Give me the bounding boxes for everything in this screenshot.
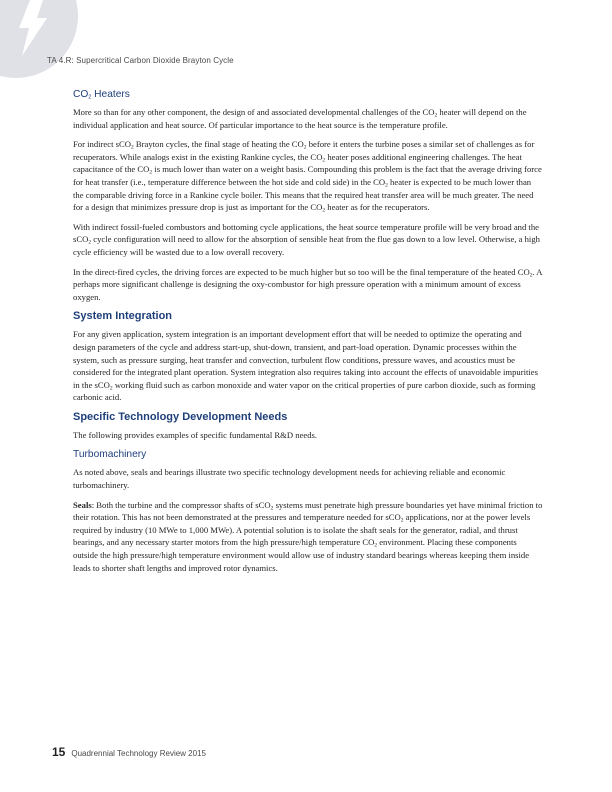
paragraph-rd-needs: The following provides examples of specific fundamental R&D needs. — [73, 429, 318, 440]
lightning-bolt-icon — [0, 0, 80, 80]
paragraph-co2-heater-intro: More so than for any other component, the design of and associated developmental challenges of the $CO_2$ heater will depend on the individual application and heat source. Of particular importance to the heat source is the temperature profile. — [73, 107, 527, 130]
page-number: 15 — [52, 745, 66, 759]
paragraph-system-integration: For any given application, system integration is an important development effort that will be needed to optimize the operating and design parameters of the cycle and address start-up, shut-down, transient, and part-load operation. Dynamic processes within the system, such as pressure surging, heat transfer and convection, turbulent flow conditions, pressure waves, and acoustics must be considered for the integrated plant operation. System integration also requires taking into account the effects of unavoidable impurities in the sCO$_2$ working fluid such as carbon monoxide and water vapor on the critical properties of pure carbon dioxide, such as forming carbonic acid. — [73, 329, 538, 403]
paragraph-direct-fired: In the direct-fired cycles, the driving forces are expected to be much higher but so too will be the final temperature of the heated $CO_2$. A perhaps more significant challenge is designing the oxy-combustor for high pressure operation with a minimum amount of excess oxygen. — [73, 266, 543, 302]
paragraph-turbomachinery: As noted above, seals and bearings illustrate two specific technology development needs for achieving reliable and economic turbomachinery. — [73, 467, 506, 491]
section-heading-development-needs: Specific Technology Development Needs — [73, 410, 288, 423]
paragraph-indirect-cycles: For indirect sCO$_2$ Brayton cycles, the final stage of heating the $CO_2$ before it enters the turbine poses a similar set of challenges as for recuperators. While analogs exist in the existing Rankine cycles, the $CO_2$ heater poses additional engineering challenges. The heat capacitance of the $CO_2$ is much lower than water on a weight basis. Compounding this problem is the fact that the average driving force for heat transfer (i.e., temperature difference between the hot side and cold side) in the $CO_2$ heater is expected to be much lower than the comparable driving force in a Rankine cycle boiler. This means that the required heat transfer area will be much greater. The need for a design that minimizes pressure drop is just as important for the $CO_2$ heater as for the recuperators. — [73, 139, 542, 214]
subsection-heading-turbomachinery: Turbomachinery — [73, 449, 147, 461]
paragraph-seals: Seals: Both the turbine and the compressor shafts of sCO$_2$ systems must penetrate high pressure boundaries yet have minimal friction to their rotation. This has not been demonstrated at the pressures and temperature needed for sCO$_2$ applications, nor at the power levels required by industry (10 MWe to 1,000 MWe). A potential solution is to isolate the shaft seals for the generator, radial, and thrust bearings, and any necessary starter motors from the high pressure/high temperature $CO_2$ environment. Placing these components outside the high pressure/high temperature environment would allow use of industry standard bearings whereas keeping them inside leads to shorter shaft lengths and improved rotor dynamics. — [73, 499, 543, 573]
running-header: TA 4.R: Supercritical Carbon Dioxide Brayton Cycle — [47, 56, 234, 65]
footer-title: Quadrennial Technology Review 2015 — [71, 749, 206, 758]
main-content — [73, 84, 543, 581]
paragraph-fossil-combustors: With indirect fossil-fueled combustors and bottoming cycle applications, the heat source temperature profile will be very broad and the sCO$_2$ cycle configuration will need to allow for the absorption of sensible heat from the flue gas down to a low level. Otherwise, a high cycle efficiency will be wasted due to a low overall recovery. — [73, 221, 540, 257]
section-heading-system-integration: System Integration — [73, 310, 173, 323]
section-heading-co2-heaters: $CO_2$ Heaters — [73, 89, 130, 101]
page-footer — [52, 745, 206, 759]
